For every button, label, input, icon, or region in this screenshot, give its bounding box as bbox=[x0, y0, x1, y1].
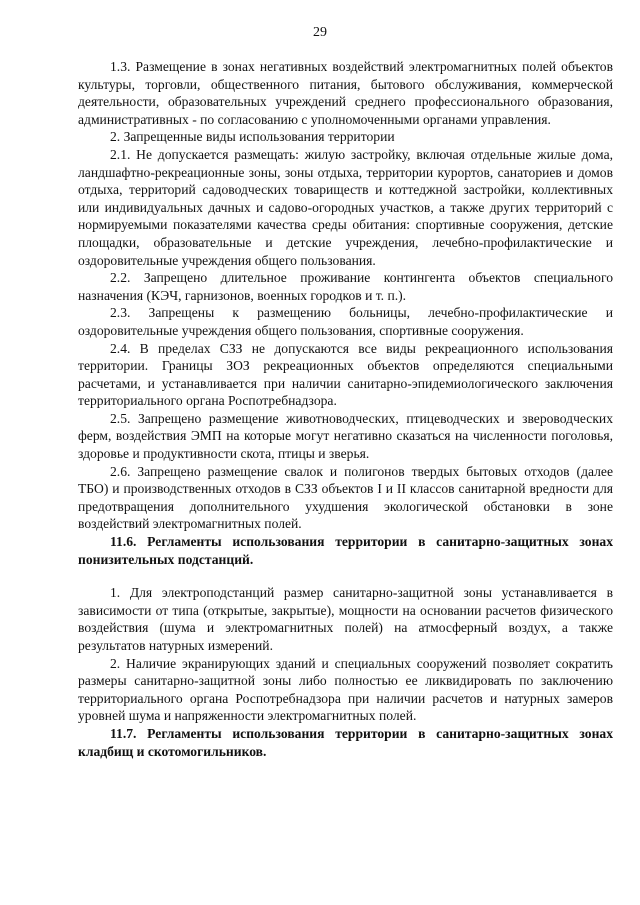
document-body bbox=[78, 58, 613, 760]
paragraph-2-6: 2.6. Запрещено размещение свалок и полигонов твердых бытовых отходов (далее ТБО) и производственных отходов в СЗЗ объектов I и II классов санитарной вредности для предотвращения дополнительного ухудшения экологической обстановки в зоне воздействий электромагнитных полей. bbox=[78, 463, 613, 532]
paragraph-2-4: 2.4. В пределах СЗЗ не допускаются все виды рекреационного использования территории. Границы ЗОЗ рекреационных объектов определяются специальными расчетами, и устанавливается при наличии санитарно-эпидемиологического заключения территориального органа Роспотребнадзора. bbox=[78, 340, 613, 409]
paragraph-11-6-2: 2. Наличие экранирующих зданий и специальных сооружений позволяет сократить размеры санитарно-защитной зоны либо полностью ее ликвидировать по заключению территориального органа Роспотребнадзора при наличии расчетов и натурных замеров уровней шума и напряженности электромагнитных полей. bbox=[78, 655, 613, 724]
paragraph-2: 2. Запрещенные виды использования территории bbox=[110, 129, 395, 145]
paragraph-2-5: 2.5. Запрещено размещение животноводческих, птицеводческих и звероводческих ферм, воздействия ЭМП на которые могут негативно сказаться на численности поголовья, здоровье и продуктивности скота, птицы и зверья. bbox=[78, 410, 613, 462]
paragraph-1-3: 1.3. Размещение в зонах негативных воздействий электромагнитных полей объектов культуры, торговли, общественного питания, бытового обслуживания, коммерческой деятельности, образовательных учреждений среднего профессионального образования, административных - по согласованию с уполномоченными органами управления. bbox=[78, 59, 613, 127]
section-heading-11-6: 11.6. Регламенты использования территории в санитарно-защитных зонах понизительных подстанций. bbox=[78, 534, 613, 567]
paragraph-11-6-1: 1. Для электроподстанций размер санитарно-защитной зоны устанавливается в зависимости от типа (открытые, закрытые), мощности на основании расчетов физического воздействия (шума и электромагнитных полей) на атмосферный воздух, а также результатов натурных измерений. bbox=[78, 585, 613, 653]
paragraph-2-3: 2.3. Запрещены к размещению больницы, лечебно-профилактические и оздоровительные учреждения общего пользования, спортивные сооружения. bbox=[78, 305, 613, 338]
page-number: 29 bbox=[313, 25, 327, 40]
paragraph-2-2: 2.2. Запрещено длительное проживание контингента объектов специального назначения (КЭЧ, гарнизонов, военных городков и т. п.). bbox=[78, 270, 613, 303]
paragraph-2-1: 2.1. Не допускается размещать: жилую застройку, включая отдельные жилые дома, ландшафтно-рекреационные зоны, зоны отдыха, территории курортов, санаториев и домов отдыха, территорий садоводческих товариществ и коттеджной застройки, коллективных или индивидуальных дачных и садово-огородных участков, а также других территорий с нормируемыми показателями качества среды обитания: спортивные сооружения, детские площадки, образовательные и детские учреждения, лечебно-профилактические и оздоровительные учреждения общего пользования. bbox=[78, 146, 613, 268]
section-heading-11-7: 11.7. Регламенты использования территории в санитарно-защитных зонах кладбищ и скотомогильников. bbox=[78, 725, 613, 759]
